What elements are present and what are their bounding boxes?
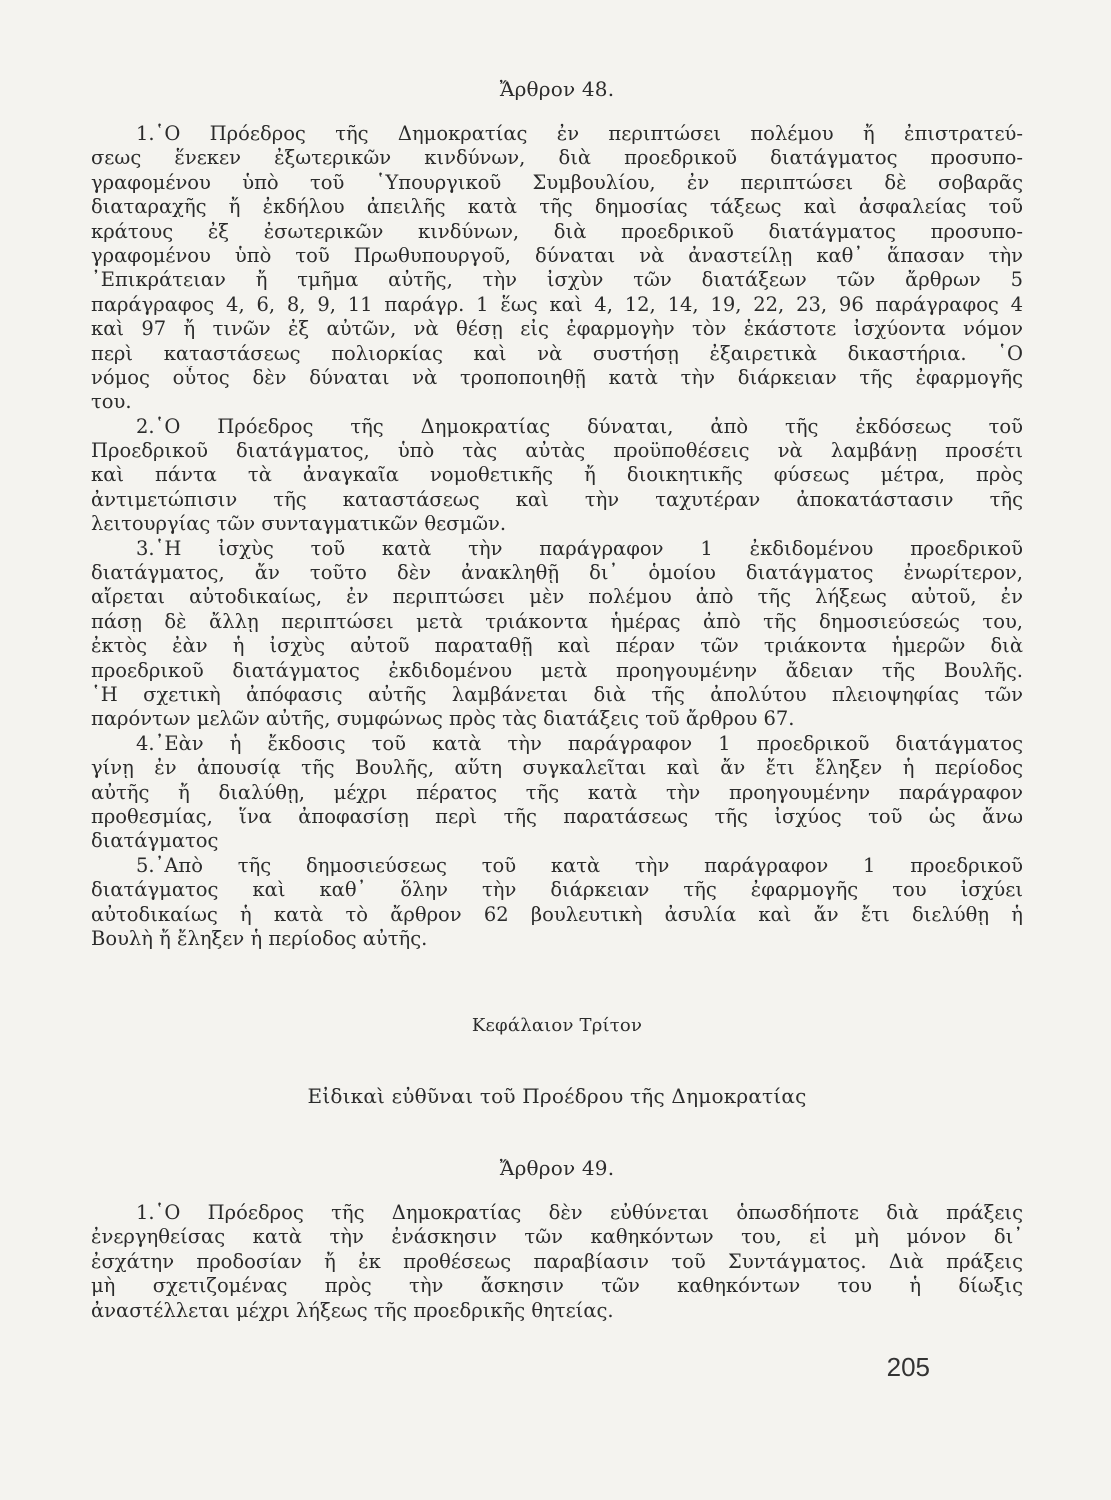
text-line: ἐκτὸς ἐὰν ἡ ἰσχὺς αὐτοῦ παραταθῇ καὶ πέραν τῶν τριάκοντα ἡμερῶν διὰ [91,634,1023,658]
text-line: αὐτοδικαίως ἡ κατὰ τὸ ἄρθρον 62 βουλευτικὴ ἀσυλία καὶ ἄν ἔτι διελύθῃ ἡ [91,902,1023,926]
text-line: ἀντιμετώπισιν τῆς καταστάσεως καὶ τὴν ταχυτέραν ἀποκατάστασιν τῆς [91,487,1023,511]
text-line: κράτους ἐξ ἐσωτερικῶν κινδύνων, διὰ προεδρικοῦ διατάγματος προσυπο- [91,219,1023,243]
article-49-heading: Ἄρθρον 49. [499,1156,615,1180]
text-line: διατάγματος, ἄν τοῦτο δὲν ἀνακληθῇ δι᾽ ὁμοίου διατάγματος ἐνωρίτερον, [91,561,1023,585]
text-line: ᾽Επικράτειαν ἤ τμῆμα αὐτῆς, τὴν ἰσχὺν τῶν διατάξεων τῶν ἄρθρων 5 [91,268,1023,292]
article-48-body [91,122,1023,951]
text-line: καὶ πάντα τὰ ἀναγκαῖα νομοθετικῆς ἤ διοικητικῆς φύσεως μέτρα, πρὸς [91,463,1023,487]
chapter-subtitle: Εἰδικαὶ εὐθῦναι τοῦ Προέδρου τῆς Δημοκρατίας [307,1084,807,1108]
text-line: 3.῾Η ἰσχὺς τοῦ κατὰ τὴν παράγραφον 1 ἐκδιδομένου προεδρικοῦ [136,536,1023,560]
page-number: 205 [886,1352,930,1382]
text-line: 5.᾽Απὸ τῆς δημοσιεύσεως τοῦ κατὰ τὴν παράγραφον 1 προεδρικοῦ [136,853,1023,877]
text-line: αἴρεται αὐτοδικαίως, ἐν περιπτώσει μὲν πολέμου ἀπὸ τῆς λήξεως αὐτοῦ, ἐν [91,585,1023,609]
text-line: παράγραφος 4, 6, 8, 9, 11 παράγρ. 1 ἕως καὶ 4, 12, 14, 19, 22, 23, 96 παράγραφος 4 [91,292,1023,316]
text-line: 1.῾Ο Πρόεδρος τῆς Δημοκρατίας ἐν περιπτώσει πολέμου ἤ ἐπιστρατεύ- [136,122,1023,145]
text-line: αὐτῆς ἤ διαλύθῃ, μέχρι πέρατος τῆς κατὰ τὴν προηγουμένην παράγραφον [91,780,1023,804]
text-line: διατάγματος [91,829,219,853]
text-line: γίνῃ ἐν ἀπουσίᾳ τῆς Βουλῆς, αὕτη συγκαλεῖται καὶ ἄν ἔτι ἔληξεν ἡ περίοδος [91,756,1023,780]
text-line: 2.῾Ο Πρόεδρος τῆς Δημοκρατίας δύναται, ἀπὸ τῆς ἐκδόσεως τοῦ [136,414,1023,438]
text-line: ἐνεργηθείσας κατὰ τὴν ἐνάσκησιν τῶν καθηκόντων του, εἰ μὴ μόνον δι᾽ [91,1225,1023,1249]
text-line: γραφομένου ὑπὸ τοῦ ῾Υπουργικοῦ Συμβουλίου, ἐν περιπτώσει δὲ σοβαρᾶς [91,170,1023,194]
text-line: λειτουργίας τῶν συνταγματικῶν θεσμῶν. [91,512,507,536]
chapter-title: Κεφάλαιον Τρίτον [471,1015,643,1036]
text-line: πάσῃ δὲ ἄλλῃ περιπτώσει μετὰ τριάκοντα ἡμέρας ἀπὸ τῆς δημοσιεύσεώς του, [91,609,1023,633]
text-line: Προεδρικοῦ διατάγματος, ὑπὸ τὰς αὐτὰς προϋποθέσεις νὰ λαμβάνῃ προσέτι [91,439,1023,463]
text-line: ἀναστέλλεται μέχρι λήξεως τῆς προεδρικῆς θητείας. [91,1298,614,1322]
text-line: περὶ καταστάσεως πολιορκίας καὶ νὰ συστήσῃ ἐξαιρετικὰ δικαστήρια. ῾Ο [91,341,1023,365]
text-line: 4.᾽Εὰν ἡ ἔκδοσις τοῦ κατὰ τὴν παράγραφον 1 προεδρικοῦ διατάγματος [136,731,1023,755]
text-line: καὶ 97 ἤ τινῶν ἐξ αὐτῶν, νὰ θέσῃ εἰς ἐφαρμογὴν τὸν ἑκάστοτε ἰσχύοντα νόμον [91,317,1023,341]
text-line: προεδρικοῦ διατάγματος ἐκδιδομένου μετὰ προηγουμένην ἄδειαν τῆς Βουλῆς. [91,658,1023,682]
text-line: ῾Η σχετικὴ ἀπόφασις αὐτῆς λαμβάνεται διὰ τῆς ἀπολύτου πλειοψηφίας τῶν [91,682,1023,706]
article-49-body [91,1201,1023,1323]
text-line: προθεσμίας, ἵνα ἀποφασίσῃ περὶ τῆς παρατάσεως τῆς ἰσχύος τοῦ ὡς ἄνω [91,804,1023,828]
text-line: του. [91,390,132,414]
article-48-heading: Ἄρθρον 48. [499,77,615,101]
text-line: διατάγματος καὶ καθ᾽ ὅλην τὴν διάρκειαν τῆς ἐφαρμογῆς του ἰσχύει [91,878,1023,902]
text-line: Βουλὴ ἤ ἔληξεν ἡ περίοδος αὐτῆς. [91,926,428,950]
text-line: νόμος οὗτος δὲν δύναται νὰ τροποποιηθῇ κατὰ τὴν διάρκειαν τῆς ἐφαρμογῆς [91,365,1023,389]
text-line: διαταραχῆς ἤ ἐκδήλου ἀπειλῆς κατὰ τῆς δημοσίας τάξεως καὶ ἀσφαλείας τοῦ [91,195,1023,219]
text-line: σεως ἕνεκεν ἐξωτερικῶν κινδύνων, διὰ προεδρικοῦ διατάγματος προσυπο- [91,146,1023,170]
text-line: μὴ σχετιζομένας πρὸς τὴν ἄσκησιν τῶν καθηκόντων του ἡ δίωξις [91,1274,1023,1298]
text-line: παρόντων μελῶν αὐτῆς, συμφώνως πρὸς τὰς διατάξεις τοῦ ἄρθρου 67. [91,707,795,731]
text-line: 1.῾Ο Πρόεδρος τῆς Δημοκρατίας δὲν εὐθύνεται ὁπωσδήποτε διὰ πράξεις [136,1201,1023,1224]
text-line: γραφομένου ὑπὸ τοῦ Πρωθυπουργοῦ, δύναται νὰ ἀναστείλῃ καθ᾽ ἅπασαν τὴν [91,243,1023,267]
text-line: ἐσχάτην προδοσίαν ἤ ἐκ προθέσεως παραβίασιν τοῦ Συντάγματος. Διὰ πράξεις [91,1249,1023,1273]
